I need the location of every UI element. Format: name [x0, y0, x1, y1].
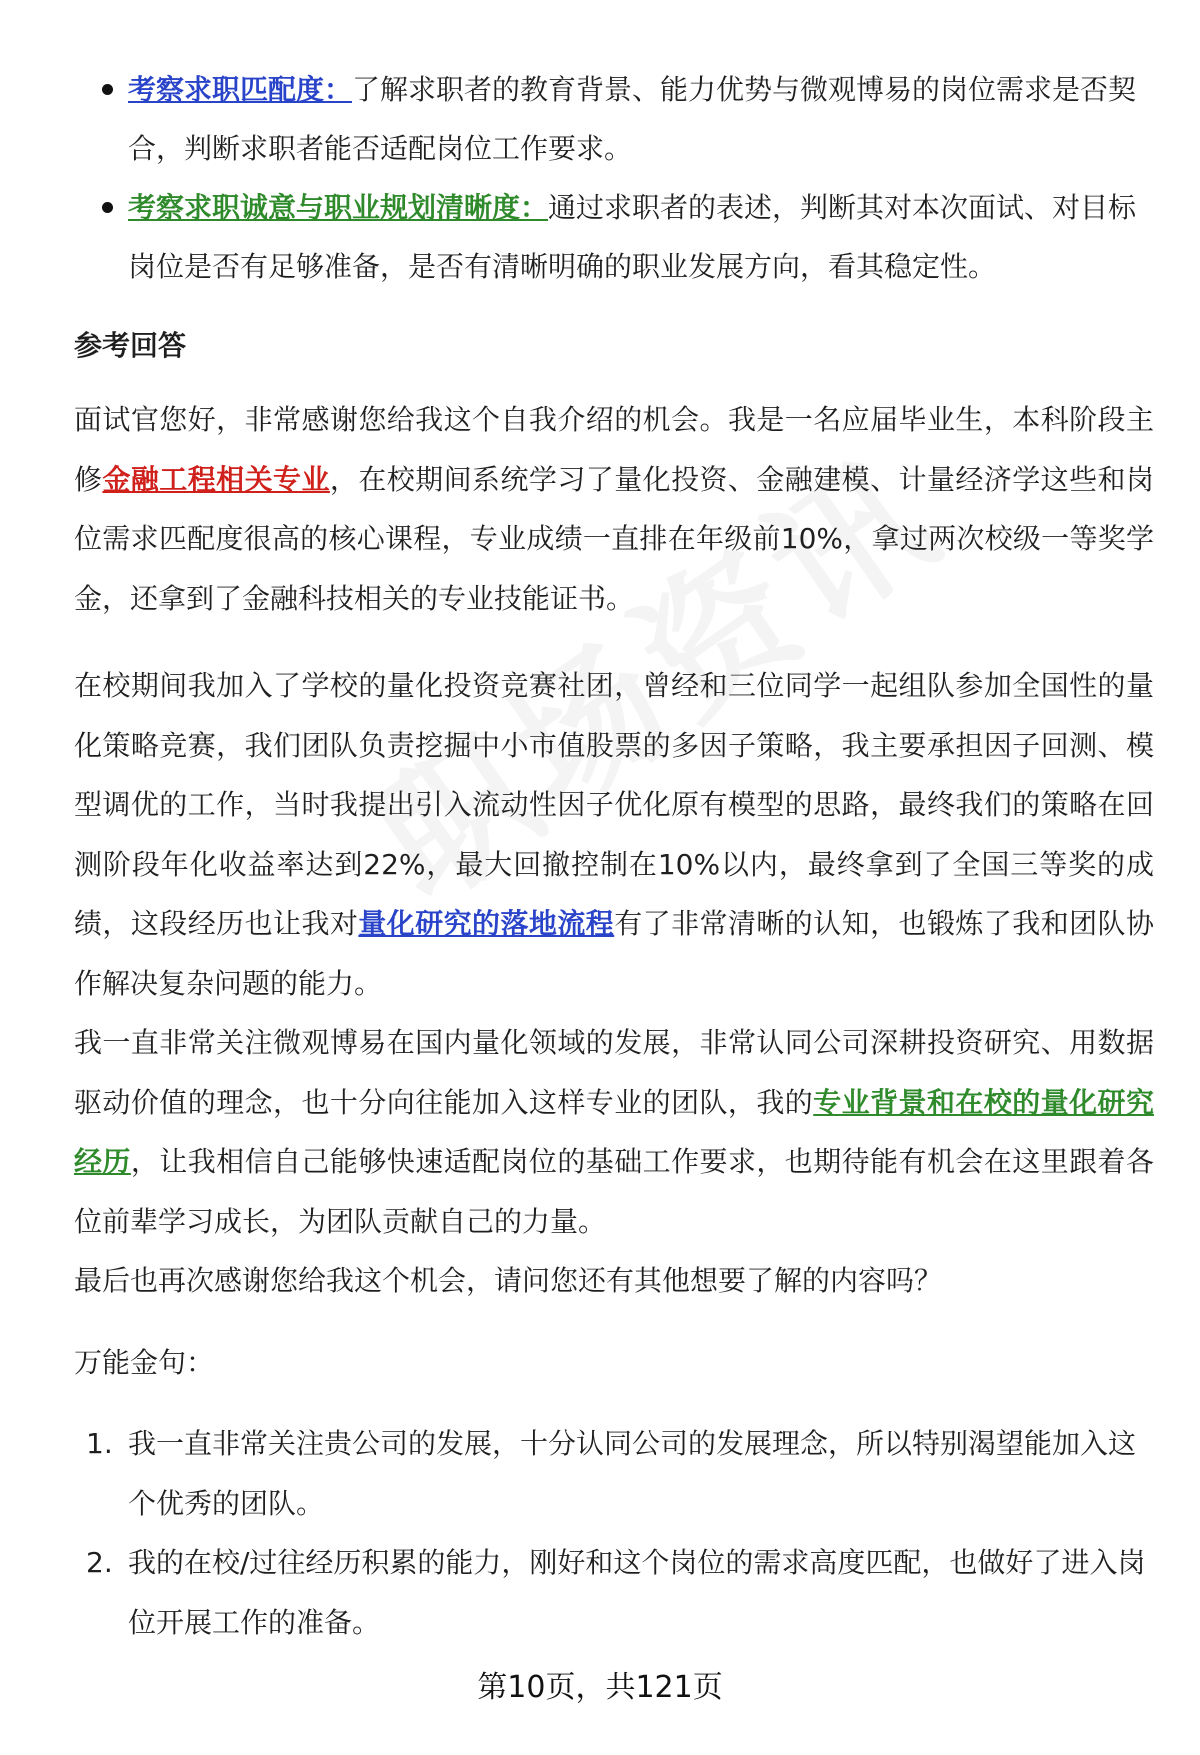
document-content	[74, 60, 1154, 1652]
list-item-text: 我一直非常关注贵公司的发展，十分认同公司的发展理念，所以特别渴望能加入这个优秀的团队。	[128, 1427, 1137, 1520]
bullet-label: 考察求职诚意与职业规划清晰度：	[128, 191, 549, 224]
list-number: 2.	[86, 1546, 113, 1579]
paragraph-text: ，让我相信自己能够快速适配岗位的基础工作要求，也期待能有机会在这里跟着各位前辈学习成长，为团队贡献自己的力量。	[74, 1145, 1154, 1238]
bullet-text: 了解求职者的教育背景、能力优势与微观博易的岗位需求是否契合，判断求职者能否适配岗位工作要求。	[128, 73, 1137, 165]
paragraph-text: 面试官您好，非常感谢您给我这个自我介绍的机会。我是一名应届毕业生，本科阶段主修	[74, 403, 1154, 496]
spacer	[74, 1392, 1154, 1414]
spacer	[74, 1311, 1154, 1333]
highlight-text: 专业背景和在校的量化研究经历	[74, 1085, 1154, 1178]
paragraph-2	[74, 656, 1154, 1013]
bullet-dot-icon	[102, 84, 113, 95]
page-number: 第10页，共121页	[477, 1670, 723, 1705]
paragraph-text: 有了非常清晰的认知，也锻炼了我和团队协作解决复杂问题的能力。	[74, 907, 1154, 1000]
spacer	[74, 628, 1154, 656]
list-item-text: 我的在校/过往经历积累的能力，刚好和这个岗位的需求高度匹配，也做好了进入岗位开展工作的准备。	[128, 1546, 1146, 1639]
paragraph-1	[74, 390, 1154, 628]
section-title-answer: 参考回答	[74, 329, 187, 362]
highlight-text: 金融工程相关专业	[102, 462, 330, 496]
paragraph-text: 我一直非常关注微观博易在国内量化领域的发展，非常认同公司深耕投资研究、用数据驱动价值的理念，也十分向往能加入这样专业的团队，我的	[74, 1026, 1154, 1119]
list-item	[74, 1414, 1154, 1533]
paragraph-text: 在校期间我加入了学校的量化投资竞赛社团，曾经和三位同学一起组队参加全国性的量化策略竞赛，我们团队负责挖掘中小市值股票的多因子策略，我主要承担因子回测、模型调优的工作，当时我提出引入流动性因子优化原有模型的思路，最终我们的策略在回测阶段年化收益率达到22%，最大回撤控制在10%以内，最终拿到了全国三等奖的成绩，这段经历也让我对	[74, 669, 1154, 940]
bullet-dot-icon	[102, 202, 113, 213]
bullet-text: 通过求职者的表述，判断其对本次面试、对目标岗位是否有足够准备，是否有清晰明确的职业发展方向，看其稳定性。	[128, 191, 1137, 283]
paragraph-4: 最后也再次感谢您给我这个机会，请问您还有其他想要了解的内容吗？	[74, 1264, 943, 1297]
list-item	[74, 60, 1154, 178]
paragraph-text: ，在校期间系统学习了量化投资、金融建模、计量经济学这些和岗位需求匹配度很高的核心课程，专业成绩一直排在年级前10%，拿过两次校级一等奖学金，还拿到了金融科技相关的专业技能证书。	[74, 462, 1154, 615]
list-item	[74, 1533, 1154, 1652]
golden-list	[74, 1414, 1154, 1652]
highlight-text: 量化研究的落地流程	[358, 907, 615, 940]
bullet-list	[74, 60, 1154, 296]
list-item	[74, 178, 1154, 296]
list-number: 1.	[86, 1427, 113, 1460]
golden-title: 万能金句：	[74, 1345, 215, 1379]
paragraph-3	[74, 1013, 1154, 1251]
bullet-label: 考察求职匹配度：	[128, 73, 353, 106]
